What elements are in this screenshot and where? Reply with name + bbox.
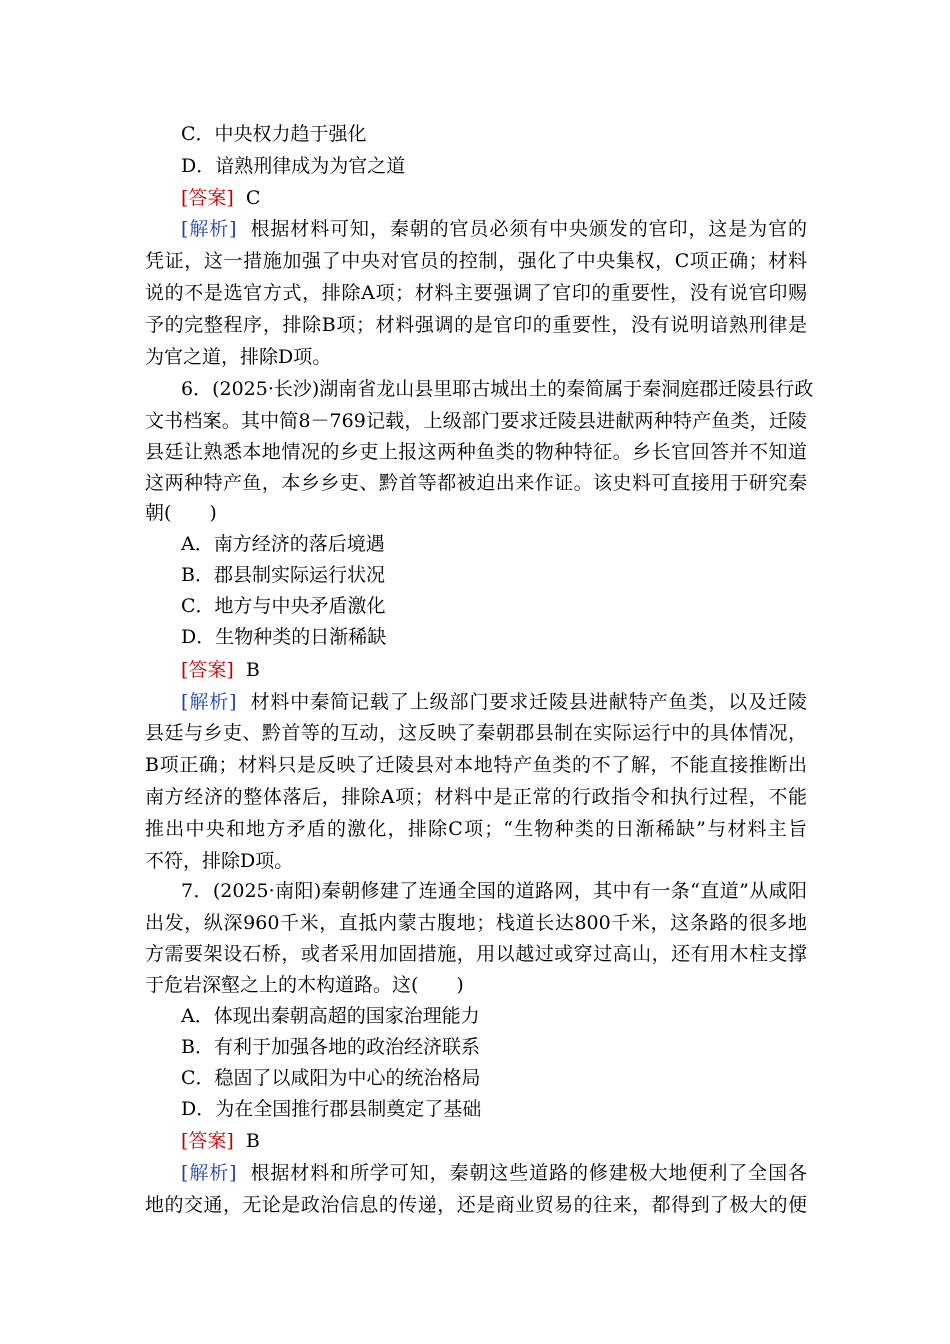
q6-option-a: A．南方经济的落后境遇: [181, 533, 385, 555]
q7-answer-value: B: [245, 1130, 260, 1152]
q6-option-d: D．生物种类的日渐稀缺: [181, 626, 387, 648]
answer-label: [答案]: [181, 1130, 234, 1152]
q7-analysis-text-1: 根据材料和所学可知，秦朝这些道路的修建极大地便利了全国各: [250, 1162, 807, 1184]
q6-analysis-line-4: 南方经济的整体落后，排除A项；材料中是正常的行政指令和执行过程，不能: [145, 786, 807, 808]
q6-option-b: B．郡县制实际运行状况: [181, 564, 385, 586]
q7-analysis-line-1: [181, 1157, 807, 1189]
analysis-label: [解析]: [181, 691, 237, 713]
q6-analysis-line-6: 不符，排除D项。: [145, 850, 294, 872]
q6-stem-line-3: 县廷让熟悉本地情况的乡吏上报这两种鱼类的物种特征。乡长官回答并不知道: [145, 441, 807, 463]
q6-answer-value: B: [245, 659, 260, 681]
q6-analysis-line-3: B项正确；材料只是反映了迁陵县对本地特产鱼类的不了解，不能直接推断出: [145, 754, 807, 776]
q6-answer: [181, 654, 260, 686]
q5-analysis-text-1: 根据材料可知，秦朝的官员必须有中央颁发的官印，这是为官的: [250, 218, 807, 240]
q7-analysis-line-2: 地的交通，无论是政治信息的传递，还是商业贸易的往来，都得到了极大的便: [145, 1194, 807, 1216]
q5-analysis-line-4: 予的完整程序，排除B项；材料强调的是官印的重要性，没有说明谙熟刑律是: [145, 314, 807, 336]
q6-analysis-line-2: 县廷与乡吏、黔首等的互动，这反映了秦朝郡县制在实际运行中的具体情况，: [145, 722, 807, 744]
answer-label: [答案]: [181, 659, 234, 681]
q6-stem-line-2: 文书档案。其中简8－769记载，上级部门要求迁陵县进献两种特产鱼类，迁陵: [145, 410, 807, 432]
q5-answer-value: C: [245, 187, 261, 209]
q7-stem-line-2: 出发，纵深960千米，直抵内蒙古腹地；栈道长达800千米，这条路的很多地: [145, 912, 807, 934]
q7-stem-line-4: 于危岩深壑之上的木构道路。这( ): [145, 974, 464, 996]
q5-analysis-line-2: 凭证，这一措施加强了中央对官员的控制，强化了中央集权，C项正确；材料: [145, 250, 807, 272]
q7-option-b: B．有利于加强各地的政治经济联系: [181, 1036, 480, 1058]
q6-stem-line-4: 这两种特产鱼，本乡乡吏、黔首等都被迫出来作证。该史料可直接用于研究秦: [145, 472, 807, 494]
answer-label: [答案]: [181, 187, 234, 209]
q6-analysis-line-5: 推出中央和地方矛盾的激化，排除C项；“生物种类的日渐稀缺”与材料主旨: [145, 818, 807, 840]
q5-analysis-line-1: [181, 213, 807, 245]
q7-answer: [181, 1125, 260, 1157]
q7-stem-line-3: 方需要架设石桥，或者采用加固措施，用以越过或穿过高山，还有用木柱支撑: [145, 943, 807, 965]
q6-analysis-text-1: 材料中秦简记载了上级部门要求迁陵县进献特产鱼类，以及迁陵: [250, 691, 807, 713]
q5-answer: [181, 182, 260, 214]
analysis-label: [解析]: [181, 1162, 237, 1184]
q5-analysis-line-3: 说的不是选官方式，排除A项；材料主要强调了官印的重要性，没有说官印赐: [145, 282, 807, 304]
q6-stem-line-5: 朝( ): [145, 502, 217, 524]
q6-stem-line-1: 6．(2025·长沙)湖南省龙山县里耶古城出土的秦简属于秦洞庭郡迁陵县行政: [181, 378, 814, 400]
q7-option-c: C．稳固了以咸阳为中心的统治格局: [181, 1067, 481, 1089]
q5-analysis-line-5: 为官之道，排除D项。: [145, 346, 332, 368]
q5-option-d: D．谙熟刑律成为为官之道: [181, 155, 406, 177]
q7-option-d: D．为在全国推行郡县制奠定了基础: [181, 1098, 482, 1120]
q7-option-a: A．体现出秦朝高超的国家治理能力: [181, 1005, 480, 1027]
q7-stem-line-1: 7．(2025·南阳)秦朝修建了连通全国的道路网，其中有一条“直道”从咸阳: [181, 880, 807, 902]
q6-analysis-line-1: [181, 686, 807, 718]
analysis-label: [解析]: [181, 218, 237, 240]
q5-option-c: C．中央权力趋于强化: [181, 123, 367, 145]
q6-option-c: C．地方与中央矛盾激化: [181, 595, 386, 617]
